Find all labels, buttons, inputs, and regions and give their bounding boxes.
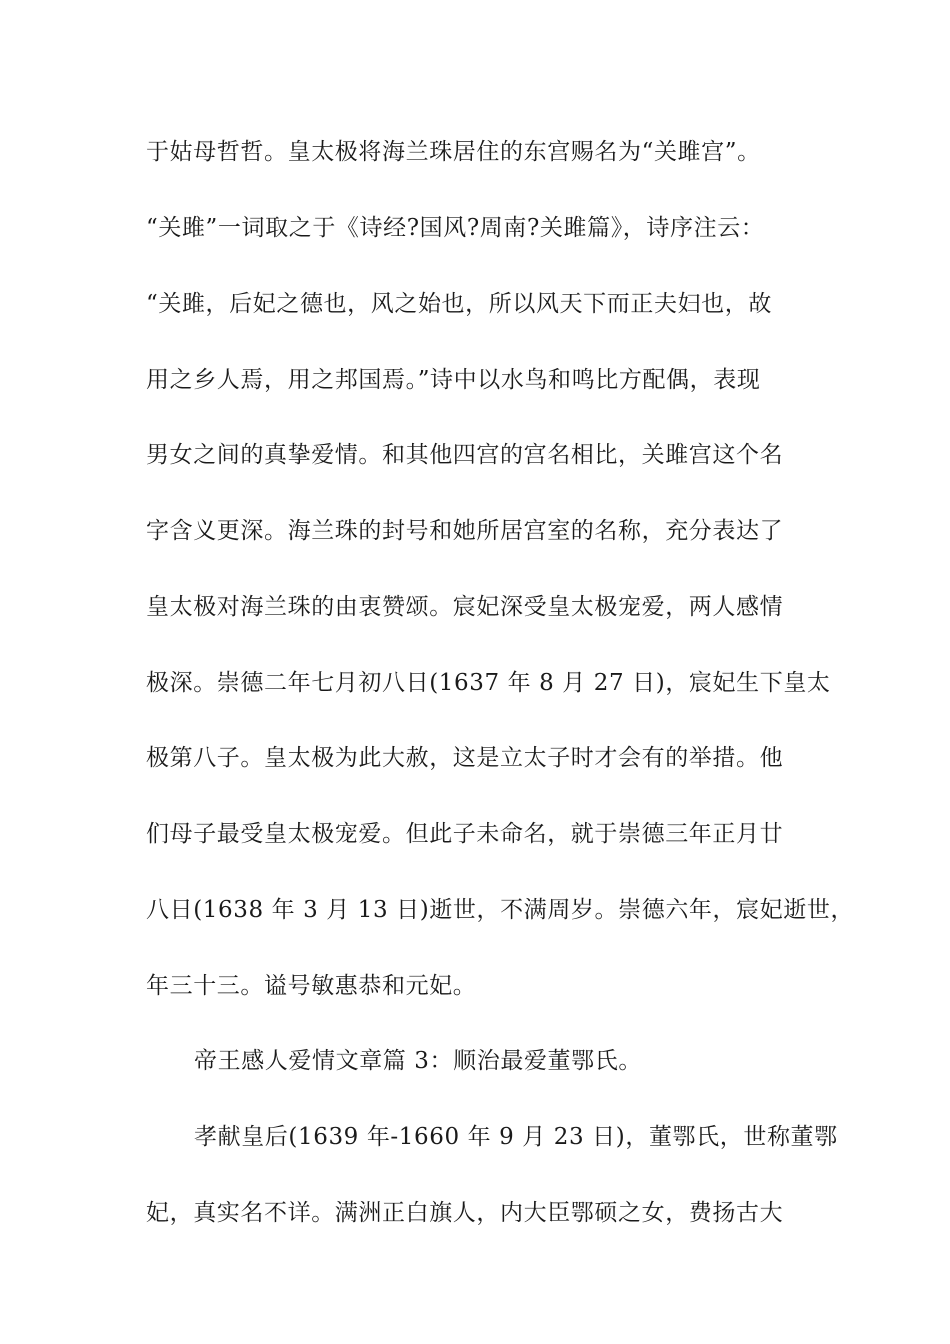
text-line: 字含义更深。海兰珠的封号和她所居宫室的名称，充分表达了 xyxy=(146,518,784,544)
text-line: “关雎，后妃之德也，风之始也，所以风天下而正夫妇也，故 xyxy=(146,291,772,317)
text-line: “关雎”一词取之于《诗经?国风?周南?关雎篇》，诗序注云： xyxy=(146,215,765,241)
text-line: 极深。崇德二年七月初八日(1637 年 8 月 27 日)，宸妃生下皇太 xyxy=(146,670,831,696)
text-line: 孝献皇后(1639 年-1660 年 9 月 23 日)，董鄂氏，世称董鄂 xyxy=(194,1124,838,1150)
text-line: 妃，真实名不详。满洲正白旗人，内大臣鄂硕之女，费扬古大 xyxy=(146,1200,784,1226)
section-heading: 帝王感人爱情文章篇 3：顺治最爱董鄂氏。 xyxy=(194,1048,642,1074)
text-line: 八日(1638 年 3 月 13 日)逝世，不满周岁。崇德六年，宸妃逝世， xyxy=(146,897,855,923)
text-line: 男女之间的真挚爱情。和其他四宫的宫名相比，关雎宫这个名 xyxy=(146,442,784,468)
text-line: 于姑母哲哲。皇太极将海兰珠居住的东宫赐名为“关雎宫”。 xyxy=(146,139,761,165)
text-line: 极第八子。皇太极为此大赦，这是立太子时才会有的举措。他 xyxy=(146,745,784,771)
text-line: 用之乡人焉，用之邦国焉。”诗中以水鸟和鸣比方配偶，表现 xyxy=(146,367,761,393)
text-line: 皇太极对海兰珠的由衷赞颂。宸妃深受皇太极宠爱，两人感情 xyxy=(146,594,784,620)
text-line: 年三十三。谥号敏惠恭和元妃。 xyxy=(146,973,477,999)
text-line: 们母子最受皇太极宠爱。但此子未命名，就于崇德三年正月廿 xyxy=(146,821,784,847)
